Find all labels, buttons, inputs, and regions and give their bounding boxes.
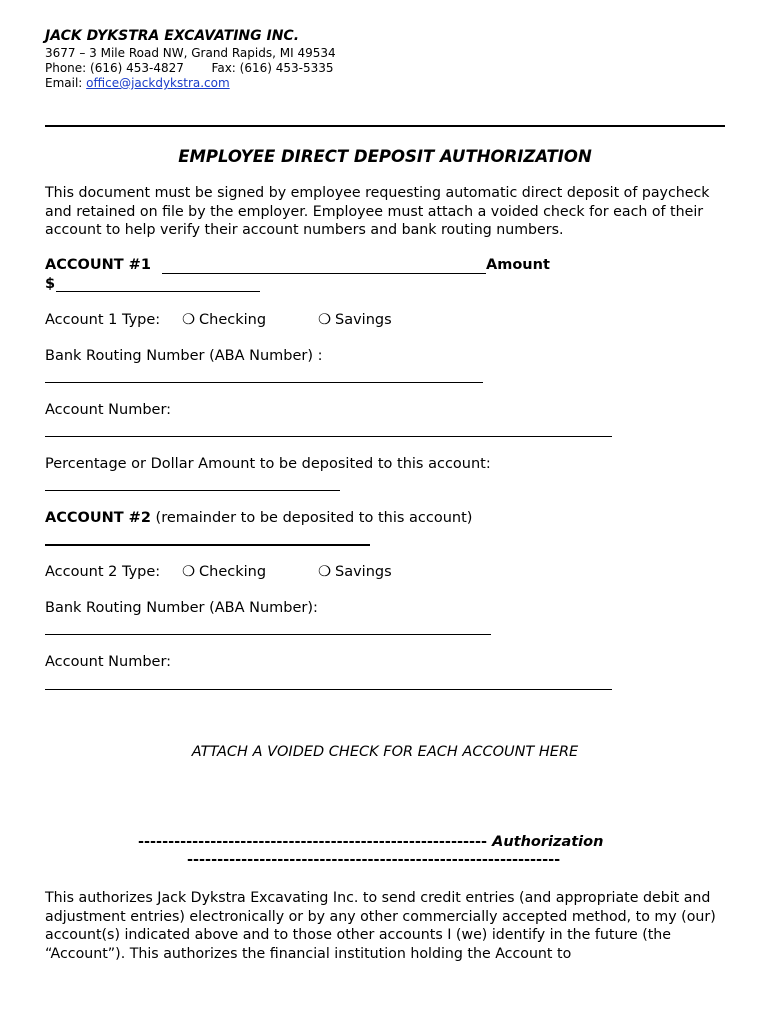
radio-icon[interactable]: ❍ [318, 564, 331, 580]
company-email-row [45, 76, 230, 91]
email-label: Email: [45, 76, 83, 90]
account1-dollar-sign: $ [45, 276, 56, 292]
authorization-paragraph: This authorizes Jack Dykstra Excavating Inc. to send credit entries (and appropriate debit and adjustment entries) electronically or by any other commercially accepted method, to my (our) account(s) indicated above and to those other accounts I (we) identify in the future (the “Account”). This authorizes the financial institution holding the Account to [45, 890, 716, 962]
account1-number-label: Account Number: [45, 402, 172, 418]
account1-amount-line[interactable] [56, 291, 260, 292]
account2-number-label: Account Number: [45, 654, 172, 670]
account1-savings-option[interactable] [318, 312, 392, 328]
account1-name-line[interactable] [162, 273, 486, 274]
account1-heading: ACCOUNT #1 [45, 257, 151, 273]
checking-label: Checking [199, 312, 267, 328]
account2-heading: ACCOUNT #2 [45, 510, 151, 526]
company-address: 3677 – 3 Mile Road NW, Grand Rapids, MI 49534 [45, 46, 336, 60]
account2-name-line[interactable] [45, 544, 370, 546]
authorization-dashes-right: -------------------------------------------------------------- [187, 852, 561, 868]
radio-icon[interactable]: ❍ [182, 312, 195, 328]
account1-percentage-line[interactable] [45, 490, 340, 491]
account2-routing-line[interactable] [45, 634, 491, 635]
authorization-label: Authorization [492, 834, 604, 850]
company-contact [45, 61, 334, 76]
account2-number-line[interactable] [45, 689, 612, 690]
authorization-dashes-left: ---------------------------------------------------------- [138, 834, 488, 850]
savings-label: Savings [335, 564, 392, 580]
header-divider [45, 125, 725, 127]
account1-type-label: Account 1 Type: [45, 312, 161, 328]
authorization-heading [138, 834, 603, 850]
account1-number-line[interactable] [45, 436, 612, 437]
intro-paragraph: This document must be signed by employee requesting automatic direct deposit of paycheck and retained on file by the employer. Employee must attach a voided check for each of their account to help verify their account numbers and bank routing numbers. [45, 185, 710, 238]
account2-checking-option[interactable] [182, 564, 266, 580]
account2-routing-label: Bank Routing Number (ABA Number): [45, 600, 318, 616]
email-link[interactable]: office@jackdykstra.com [86, 76, 230, 90]
savings-label: Savings [335, 312, 392, 328]
radio-icon[interactable]: ❍ [182, 564, 195, 580]
account2-note: (remainder to be deposited to this account) [155, 510, 473, 526]
company-fax: Fax: (616) 453-5335 [211, 61, 334, 75]
checking-label: Checking [199, 564, 267, 580]
account1-routing-line[interactable] [45, 382, 483, 383]
account2-type-label: Account 2 Type: [45, 564, 161, 580]
account1-percentage-label: Percentage or Dollar Amount to be deposited to this account: [45, 456, 491, 472]
account2-savings-option[interactable] [318, 564, 392, 580]
attach-voided-check-note: ATTACH A VOIDED CHECK FOR EACH ACCOUNT HERE [191, 744, 579, 760]
account2-heading-row [45, 510, 472, 526]
radio-icon[interactable]: ❍ [318, 312, 331, 328]
document-title: EMPLOYEE DIRECT DEPOSIT AUTHORIZATION [178, 147, 592, 166]
account1-checking-option[interactable] [182, 312, 266, 328]
account1-routing-label: Bank Routing Number (ABA Number) : [45, 348, 323, 364]
company-phone: Phone: (616) 453-4827 [45, 61, 184, 75]
company-name: JACK DYKSTRA EXCAVATING INC. [45, 28, 300, 44]
account1-amount-label: Amount [486, 257, 550, 273]
